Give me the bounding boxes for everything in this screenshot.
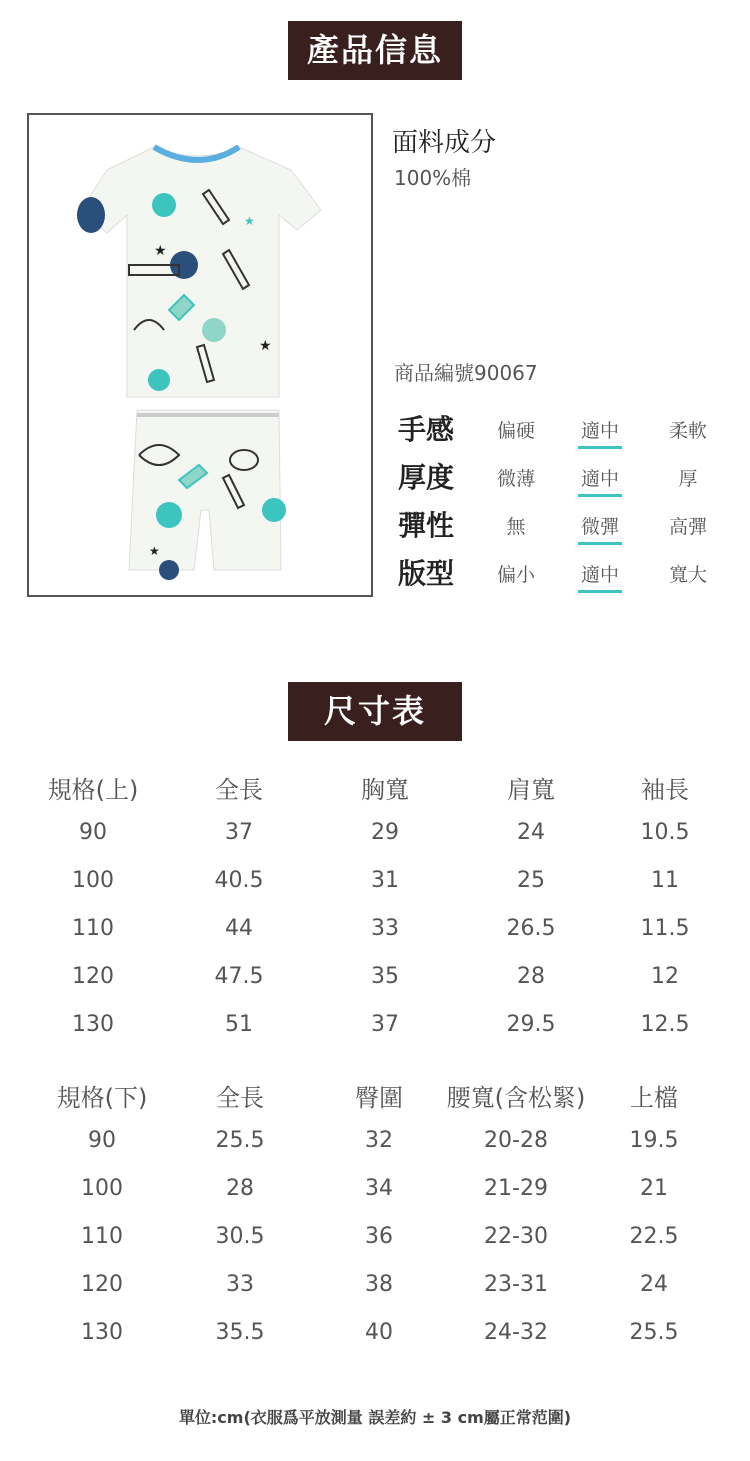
table-cell: 19.5 <box>629 1128 679 1153</box>
attribute-row-feel <box>398 408 728 448</box>
table-header-cell: 全長 <box>215 776 263 804</box>
table-cell: 120 <box>72 964 114 989</box>
table-cell: 110 <box>81 1224 123 1249</box>
table-row <box>0 916 750 956</box>
attribute-option-selected: 適中 <box>560 464 640 491</box>
table-cell: 20-28 <box>484 1128 548 1153</box>
attribute-option: 偏小 <box>496 564 535 586</box>
table-cell: 110 <box>72 916 114 941</box>
table-cell: 29 <box>371 820 399 845</box>
table-cell: 10.5 <box>640 820 690 845</box>
table-cell: 33 <box>226 1272 254 1297</box>
table-cell: 35 <box>371 964 399 989</box>
table-cell: 31 <box>371 868 399 893</box>
table-cell: 37 <box>225 820 253 845</box>
table-cell: 36 <box>365 1224 393 1249</box>
section-title-product-info: 產品信息 <box>288 21 462 80</box>
table-header-cell: 規格(上) <box>47 776 139 804</box>
table-header-cell: 全長 <box>216 1084 264 1112</box>
attribute-label: 手感 <box>398 413 455 446</box>
table-cell: 100 <box>81 1176 123 1201</box>
table-cell: 30.5 <box>215 1224 265 1249</box>
table-cell: 21 <box>640 1176 668 1201</box>
pajama-set-illustration <box>29 115 371 595</box>
attribute-option: 柔軟 <box>668 420 707 442</box>
table-cell: 11.5 <box>640 916 690 941</box>
table-row <box>0 1272 750 1312</box>
table-cell: 21-29 <box>484 1176 548 1201</box>
table-cell: 33 <box>371 916 399 941</box>
attribute-label: 厚度 <box>398 461 455 494</box>
product-sku: 商品編號90067 <box>394 361 538 385</box>
table-cell: 28 <box>517 964 545 989</box>
attribute-option: 偏硬 <box>496 420 535 442</box>
table-row <box>0 1224 750 1264</box>
table-cell: 130 <box>81 1320 123 1345</box>
table-cell: 24 <box>640 1272 668 1297</box>
attribute-label: 彈性 <box>398 509 455 542</box>
table-cell: 26.5 <box>506 916 556 941</box>
svg-text:★: ★ <box>244 214 255 228</box>
table-cell: 90 <box>79 820 107 845</box>
table-cell: 12 <box>651 964 679 989</box>
table-row <box>0 820 750 860</box>
svg-text:★: ★ <box>154 243 167 259</box>
attribute-label: 版型 <box>398 557 455 590</box>
table-cell: 35.5 <box>215 1320 265 1345</box>
attribute-option: 無 <box>506 516 526 538</box>
attribute-option-selected: 適中 <box>560 560 640 587</box>
table-cell: 11 <box>651 868 679 893</box>
table-cell: 37 <box>371 1012 399 1037</box>
table-cell: 25.5 <box>215 1128 265 1153</box>
svg-text:★: ★ <box>149 544 160 558</box>
table-cell: 120 <box>81 1272 123 1297</box>
table-header-cell: 胸寬 <box>361 776 409 804</box>
attribute-option: 微薄 <box>496 468 535 490</box>
attribute-row-elasticity <box>398 504 728 544</box>
table-row <box>0 964 750 1004</box>
attribute-option-selected: 微彈 <box>560 512 640 539</box>
section-title-size-chart: 尺寸表 <box>288 682 462 741</box>
table-cell: 12.5 <box>640 1012 690 1037</box>
table-header-row <box>0 1078 750 1118</box>
table-cell: 100 <box>72 868 114 893</box>
fabric-title: 面料成分 <box>392 128 497 158</box>
table-cell: 24 <box>517 820 545 845</box>
product-photo <box>27 113 373 597</box>
table-cell: 44 <box>225 916 253 941</box>
table-row <box>0 1012 750 1052</box>
attribute-option: 高彈 <box>668 516 707 538</box>
table-cell: 22.5 <box>629 1224 679 1249</box>
attribute-option: 厚 <box>678 468 698 490</box>
table-header-cell: 肩寬 <box>507 776 555 804</box>
table-header-row <box>0 770 750 810</box>
table-header-cell: 臀圍 <box>355 1084 403 1112</box>
table-cell: 38 <box>365 1272 393 1297</box>
measurement-note: 單位:cm(衣服爲平放測量 誤差約 ± 3 cm屬正常范圍) <box>178 1408 572 1427</box>
fabric-value: 100%棉 <box>394 166 472 190</box>
svg-text:★: ★ <box>259 338 272 354</box>
table-cell: 40.5 <box>214 868 264 893</box>
table-cell: 22-30 <box>484 1224 548 1249</box>
table-row <box>0 1320 750 1360</box>
attribute-row-thickness <box>398 456 728 496</box>
table-cell: 34 <box>365 1176 393 1201</box>
table-cell: 29.5 <box>506 1012 556 1037</box>
table-row <box>0 1176 750 1216</box>
attribute-option: 寬大 <box>668 564 707 586</box>
table-cell: 32 <box>365 1128 393 1153</box>
table-cell: 51 <box>225 1012 253 1037</box>
attribute-option-selected: 適中 <box>560 416 640 443</box>
table-row <box>0 868 750 908</box>
table-cell: 25.5 <box>629 1320 679 1345</box>
table-header-cell: 規格(下) <box>56 1084 148 1112</box>
table-cell: 25 <box>517 868 545 893</box>
table-cell: 24-32 <box>484 1320 548 1345</box>
attribute-row-fit <box>398 552 728 592</box>
table-cell: 40 <box>365 1320 393 1345</box>
table-header-cell: 腰寬(含松緊) <box>446 1084 586 1112</box>
table-cell: 130 <box>72 1012 114 1037</box>
table-header-cell: 上檔 <box>630 1084 678 1112</box>
table-row <box>0 1128 750 1168</box>
table-cell: 47.5 <box>214 964 264 989</box>
table-cell: 90 <box>88 1128 116 1153</box>
table-cell: 28 <box>226 1176 254 1201</box>
table-cell: 23-31 <box>484 1272 548 1297</box>
table-header-cell: 袖長 <box>641 776 689 804</box>
